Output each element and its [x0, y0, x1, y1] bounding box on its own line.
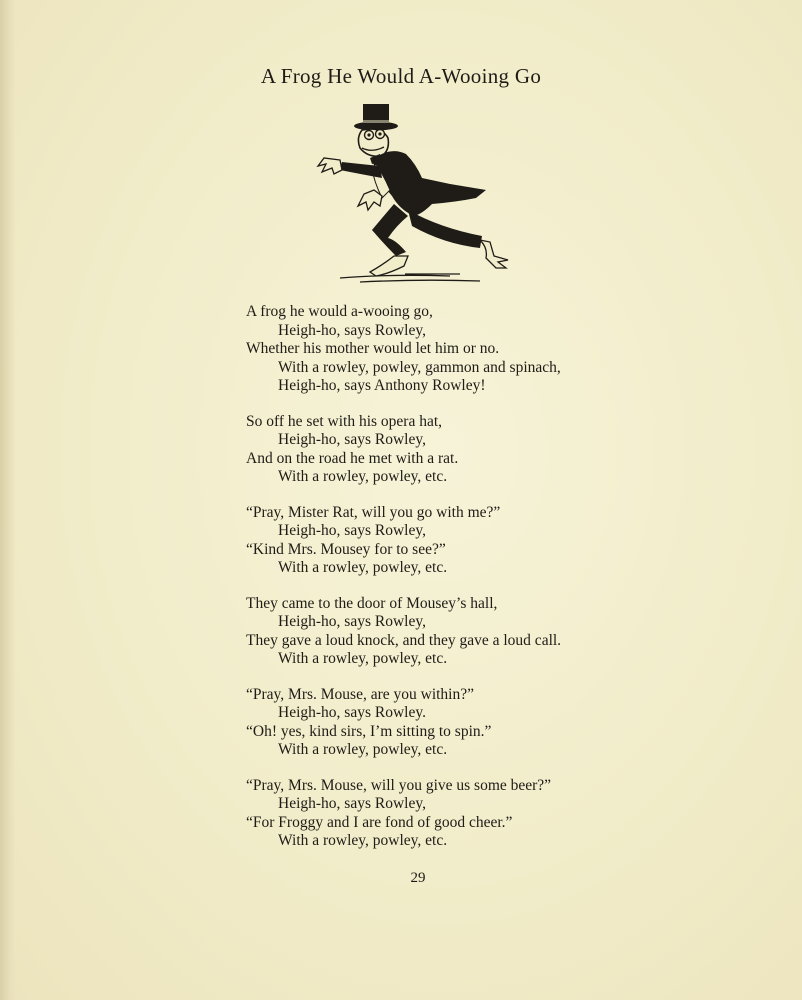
poem-line: “Pray, Mrs. Mouse, will you give us some beer?” — [246, 776, 552, 794]
poem-line: So off he set with his opera hat, — [246, 412, 443, 430]
stanza — [246, 303, 626, 396]
poem-line-refrain: With a rowley, powley, etc. — [278, 741, 448, 758]
poem-line-refrain: Heigh-ho, says Rowley, — [278, 431, 426, 448]
poem-line: “Kind Mrs. Mousey for to see?” — [246, 540, 446, 558]
poem-line-refrain: With a rowley, powley, etc. — [278, 650, 448, 667]
stanza — [246, 686, 626, 760]
poem-line: They came to the door of Mousey’s hall, — [246, 594, 498, 612]
page-edge-shadow — [0, 0, 16, 1000]
poem-line: “Pray, Mister Rat, will you go with me?” — [246, 503, 501, 521]
page-title: A Frog He Would A-Wooing Go — [260, 64, 542, 88]
poem-line-refrain: With a rowley, powley, gammon and spinach, — [278, 358, 561, 376]
poem-line-refrain: With a rowley, powley, etc. — [278, 559, 448, 576]
stanza — [246, 504, 626, 578]
poem-line: “Oh! yes, kind sirs, I’m sitting to spin.” — [246, 722, 492, 740]
poem-line: “For Froggy and I are fond of good cheer.” — [246, 813, 513, 831]
poem-line-refrain: Heigh-ho, says Rowley, — [278, 613, 426, 630]
page-number: 29 — [410, 870, 426, 886]
poem-line: A frog he would a-wooing go, — [246, 303, 433, 320]
poem-line-refrain: With a rowley, powley, etc. — [278, 468, 448, 485]
poem-body — [246, 303, 626, 868]
poem-line-refrain: With a rowley, powley, etc. — [278, 832, 448, 849]
poem-line-refrain: Heigh-ho, says Anthony Rowley! — [278, 377, 486, 394]
poem-line: “Pray, Mrs. Mouse, are you within?” — [246, 685, 474, 703]
poem-line: They gave a loud knock, and they gave a loud call. — [246, 631, 562, 649]
poem-line-refrain: Heigh-ho, says Rowley, — [278, 522, 426, 539]
poem-line-refrain: Heigh-ho, says Rowley, — [278, 321, 426, 339]
poem-line-refrain: Heigh-ho, says Rowley, — [278, 795, 426, 812]
stanza — [246, 595, 626, 669]
frog-illustration — [310, 98, 532, 288]
stanza — [246, 777, 626, 851]
stanza — [246, 413, 626, 487]
poem-line: Whether his mother would let him or no. — [246, 340, 500, 357]
poem-line-refrain: Heigh-ho, says Rowley. — [278, 704, 426, 721]
poem-line: And on the road he met with a rat. — [246, 449, 459, 467]
